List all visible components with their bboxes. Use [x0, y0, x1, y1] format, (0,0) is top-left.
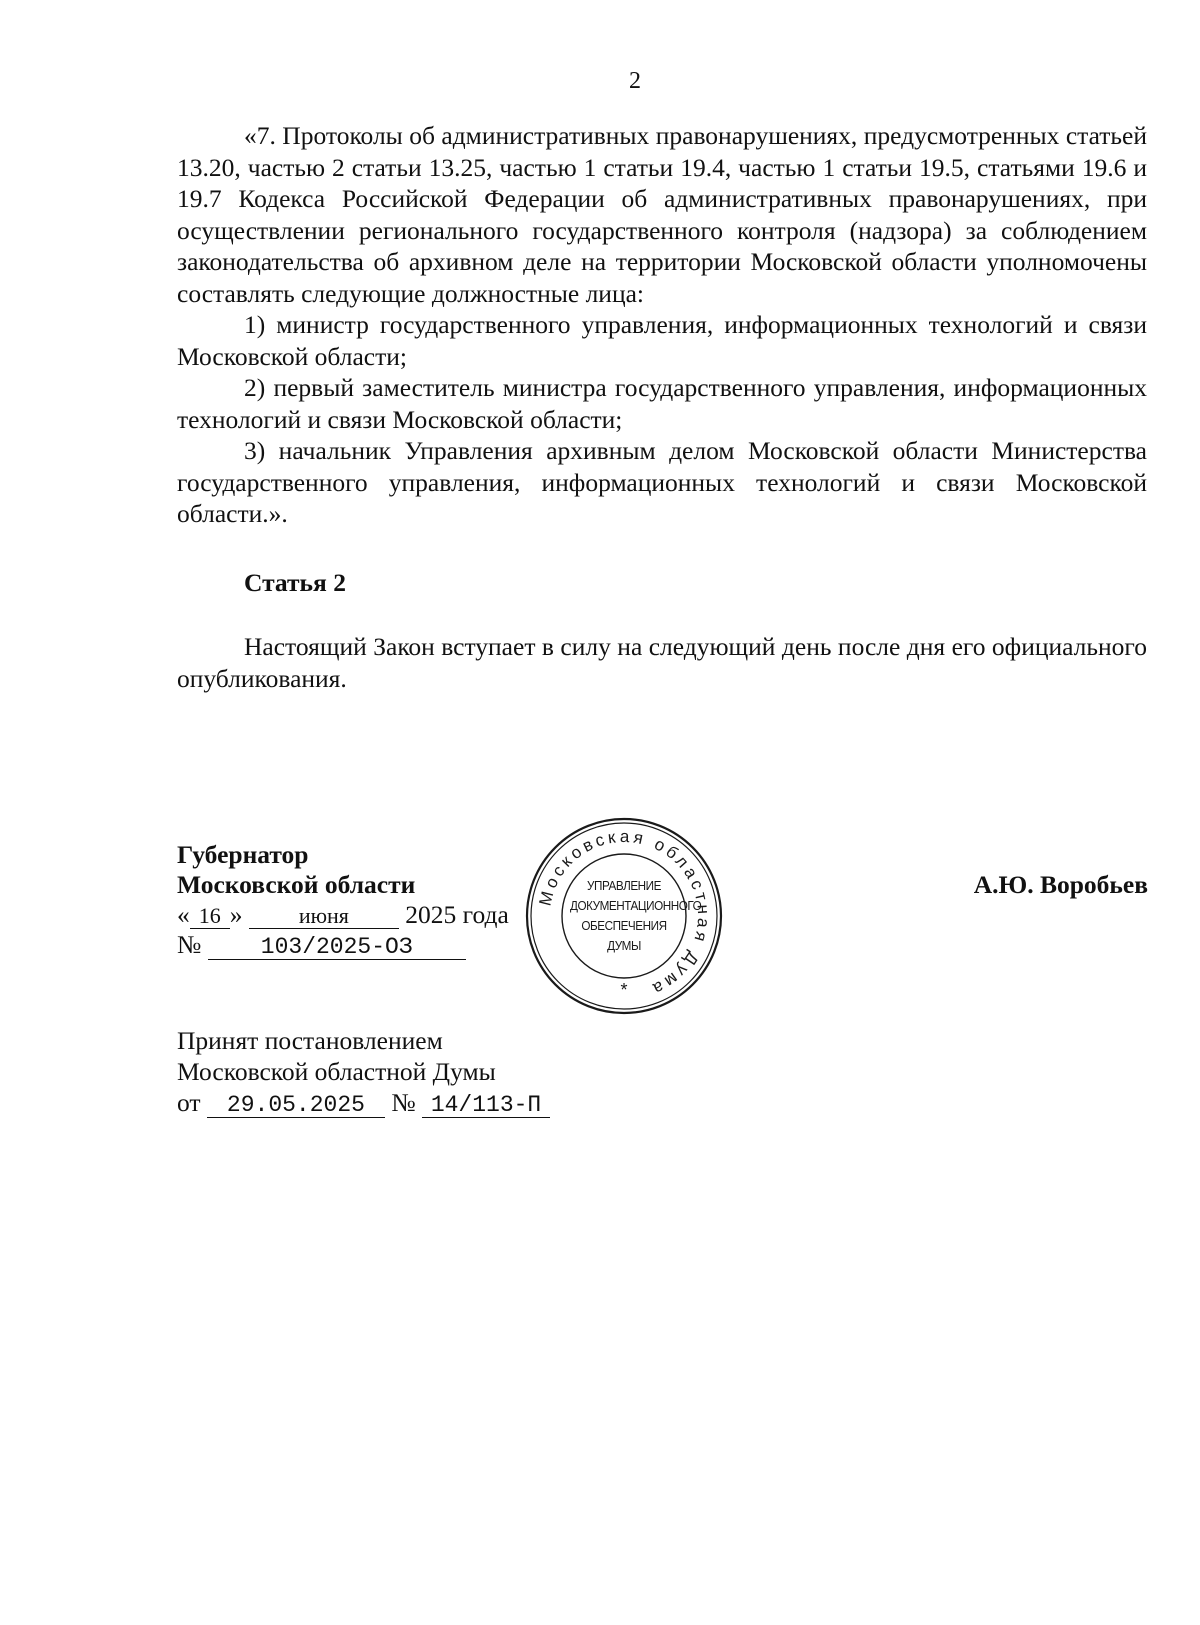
paragraph-7: «7. Протоколы об административных правонарушениях, предусмотренных статьей 13.20, частью 2 статьи 13.25, частью 1 статьи 19.4, частью 1 статьи 19.5, статьями 19.6 и 19.7 Кодекса Российской Федерации об административных правонарушениях, при осуществлении регионального государственного контроля (надзора) за соблюдением законодательства об архивном деле на территории Московской области уполномочены составлять следующие должностные лица:: [177, 121, 1147, 308]
seal-center-line-3: ОБЕСПЕЧЕНИЯ: [581, 918, 667, 933]
list-item-1: 1) министр государственного управления, информационных технологий и связи Московской области;: [177, 310, 1147, 371]
signing-date: [177, 900, 509, 930]
signing-year: 2025 года: [405, 900, 509, 929]
law-number-value: 103/2025-ОЗ: [208, 935, 466, 960]
date-quote-open: «: [177, 900, 190, 929]
adoption-line-1: Принят постановлением: [177, 1026, 443, 1055]
law-text: [177, 120, 1147, 694]
signer-name: А.Ю. Воробьев: [973, 870, 1148, 899]
seal-center-line-4: ДУМЫ: [607, 938, 641, 953]
signer-position-line1: Губернатор: [177, 840, 309, 869]
signature-block: [177, 840, 509, 960]
date-quote-close: »: [229, 900, 243, 929]
signing-month: июня: [249, 904, 399, 929]
signer-position-line2: Московской области: [177, 870, 416, 899]
seal-ring-text: Московская областная Дума: [535, 826, 714, 1000]
seal-star: *: [620, 980, 628, 1000]
law-number: [177, 930, 509, 960]
law-number-sign: №: [177, 930, 202, 959]
adoption-block: [177, 1025, 550, 1118]
adoption-date: 29.05.2025: [207, 1093, 385, 1118]
official-seal: [524, 816, 724, 1016]
seal-center-text: [570, 876, 702, 956]
adoption-number: 14/113-П: [422, 1093, 550, 1118]
signing-day: 16: [190, 904, 230, 929]
adoption-number-sign: №: [391, 1088, 416, 1117]
seal-center-line-2: ДОКУМЕНТАЦИОННОГО: [570, 898, 702, 913]
list-item-2: 2) первый заместитель министра государственного управления, информационных технологий и связи Московской области;: [177, 373, 1147, 434]
article-2-text: Настоящий Закон вступает в силу на следующий день после дня его официального опубликования.: [177, 632, 1147, 693]
seal-center-line-1: УПРАВЛЕНИЕ: [587, 878, 661, 893]
adoption-from-label: от: [177, 1088, 201, 1117]
list-item-3: 3) начальник Управления архивным делом Московской области Министерства государственного управления, информационных технологий и связи Московской области.».: [177, 436, 1147, 528]
adoption-reference: [177, 1087, 550, 1118]
article-2-heading: Статья 2: [244, 567, 346, 597]
page-number: 2: [629, 68, 641, 94]
adoption-line-2: Московской областной Думы: [177, 1057, 496, 1086]
